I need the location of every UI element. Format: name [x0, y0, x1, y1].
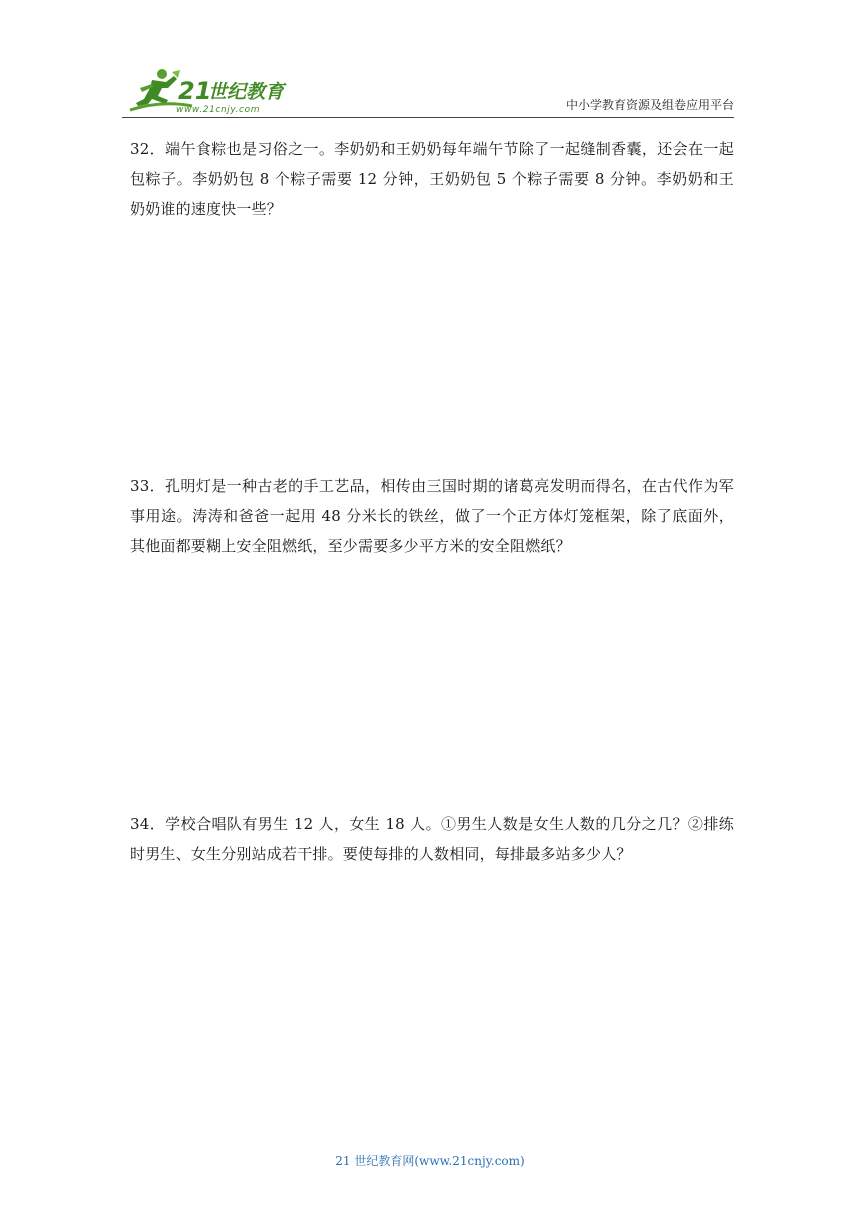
svg-text:www.21cnjy.com: www.21cnjy.com — [176, 105, 261, 115]
question-32: 32．端午食粽也是习俗之一。李奶奶和王奶奶每年端午节除了一起缝制香囊，还会在一起包粽子。李奶奶包 8 个粽子需要 12 分钟，王奶奶包 5 个粽子需要 8 分钟。李奶奶和王奶奶谁的速度快一些？ — [130, 140, 734, 218]
svg-text:世纪教育: 世纪教育 — [208, 81, 285, 103]
site-logo — [122, 66, 292, 116]
page-footer: 21 世纪教育网(www.21cnjy.com) — [335, 1154, 525, 1168]
header-divider — [122, 117, 734, 118]
svg-text:21: 21 — [178, 77, 212, 105]
page-header — [122, 66, 734, 118]
question-33: 33．孔明灯是一种古老的手工艺品，相传由三国时期的诸葛亮发明而得名，在古代作为军事用途。涛涛和爸爸一起用 48 分米长的铁丝，做了一个正方体灯笼框架，除了底面外，其他面都要糊上安全阻燃纸，至少需要多少平方米的安全阻燃纸？ — [130, 477, 734, 555]
question-34: 34．学校合唱队有男生 12 人，女生 18 人。①男生人数是女生人数的几分之几？②排练时男生、女生分别站成若干排。要使每排的人数相同，每排最多站多少人？ — [130, 815, 734, 863]
header-platform-label: 中小学教育资源及组卷应用平台 — [565, 98, 734, 112]
